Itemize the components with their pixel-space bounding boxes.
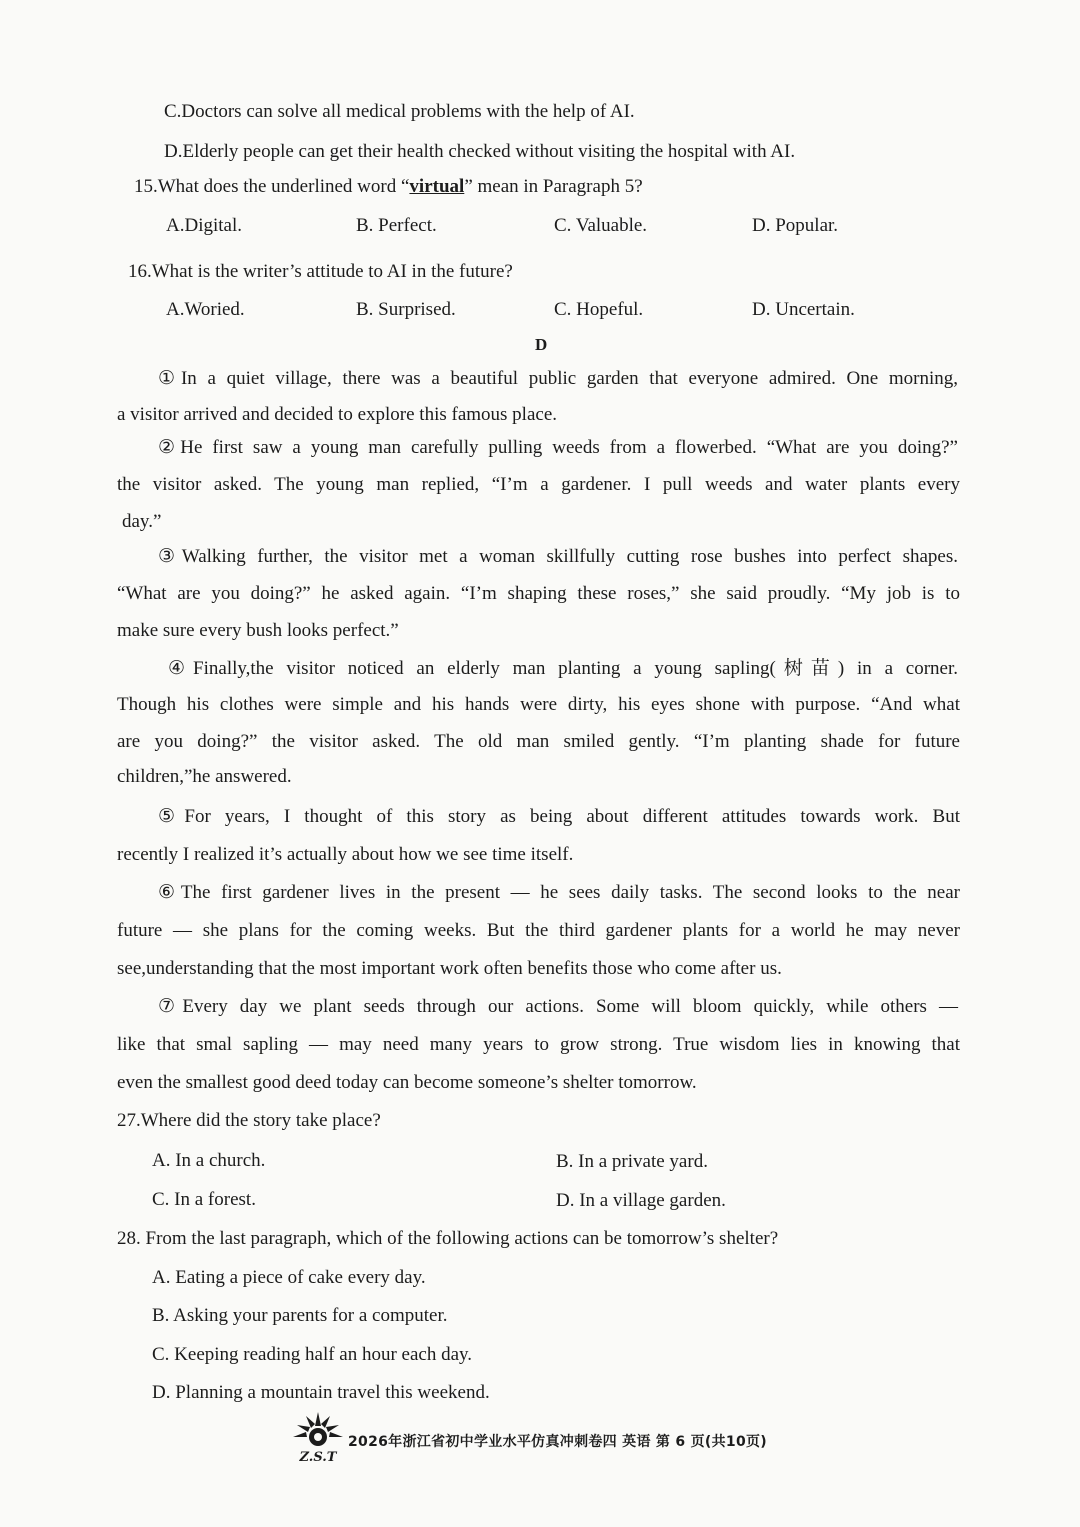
q27-option-d: D. In a village garden. <box>556 1190 726 1211</box>
paragraph-line: see,understanding that the most important work often benefits those who come after us. <box>117 958 782 979</box>
paragraph-line: ⑦Every day we plant seeds through our actions. Some will bloom quickly, while others — <box>158 996 958 1017</box>
paragraph-line: day.” <box>122 511 162 532</box>
paragraph-line: ①In a quiet village, there was a beautiful public garden that everyone admired. One morning, <box>158 368 958 389</box>
q15-option-d: D. Popular. <box>752 215 839 236</box>
q15-option-a: A.Digital. <box>166 215 242 236</box>
q16-stem: 16.What is the writer’s attitude to AI in the future? <box>128 261 513 282</box>
paragraph-line: recently I realized it’s actually about how we see time itself. <box>117 844 574 865</box>
paragraph-line: Though his clothes were simple and his hands were dirty, his eyes shone with purpose. “And what <box>117 694 960 715</box>
q16-option-c: C. Hopeful. <box>554 299 644 320</box>
q16-option-a: A.Woried. <box>166 299 245 320</box>
q15-stem-before: 15.What does the underlined word “ <box>134 176 410 197</box>
q16-option-d: D. Uncertain. <box>752 299 855 320</box>
paragraph-line: make sure every bush looks perfect.” <box>117 620 399 641</box>
paragraph-line: ④Finally,the visitor noticed an elderly man planting a young sapling(树苗) in a corner. <box>168 658 958 679</box>
q27-stem: 27.Where did the story take place? <box>117 1110 381 1131</box>
logo-text: Z.S.T <box>299 1450 337 1465</box>
paragraph-line: even the smallest good deed today can become someone’s shelter tomorrow. <box>117 1072 697 1093</box>
paragraph-line: children,”he answered. <box>117 766 292 787</box>
paragraph-line: like that smal sapling — may need many years to grow strong. True wisdom lies in knowing that <box>117 1034 960 1055</box>
q15-stem <box>134 175 643 199</box>
paragraph-line: ③Walking further, the visitor met a woman skillfully cutting rose bushes into perfect shapes. <box>158 546 958 567</box>
q28-option-a: A. Eating a piece of cake every day. <box>152 1267 426 1288</box>
paragraph-line: ⑥The first gardener lives in the present — he sees daily tasks. The second looks to the near <box>158 882 960 903</box>
paragraph-line: the visitor asked. The young man replied, “I’m a gardener. I pull weeds and water plants every <box>117 474 960 495</box>
page-footer <box>290 1410 767 1466</box>
q15-underlined-word: virtual <box>409 176 465 197</box>
q27-option-a: A. In a church. <box>152 1150 266 1171</box>
paragraph-line: a visitor arrived and decided to explore this famous place. <box>117 404 558 425</box>
q28-option-b: B. Asking your parents for a computer. <box>152 1305 448 1326</box>
paragraph-line: are you doing?” the visitor asked. The old man smiled gently. “I’m planting shade for future <box>117 731 960 752</box>
q27-option-b: B. In a private yard. <box>556 1151 708 1172</box>
q15-option-b: B. Perfect. <box>356 215 437 236</box>
paragraph-line: future — she plans for the coming weeks. But the third gardener plants for a world he may never <box>117 920 960 941</box>
paragraph-line: ②He first saw a young man carefully pulling weeds from a flowerbed. “What are you doing?” <box>158 437 958 458</box>
q14-option-c: C.Doctors can solve all medical problems with the help of AI. <box>164 101 635 122</box>
footer-text: 2026年浙江省初中学业水平仿真冲刺卷四 英语 第 6 页(共10页) <box>348 1434 767 1450</box>
paragraph-line: “What are you doing?” he asked again. “I’m shaping these roses,” she said proudly. “My job is to <box>117 583 960 604</box>
q16-option-b: B. Surprised. <box>356 299 456 320</box>
q14-option-d: D.Elderly people can get their health checked without visiting the hospital with AI. <box>164 141 796 162</box>
sunburst-logo-icon <box>290 1410 346 1466</box>
publisher-logo <box>290 1410 346 1466</box>
q28-option-c: C. Keeping reading half an hour each day. <box>152 1344 473 1365</box>
passage-title: D <box>535 335 548 354</box>
q27-option-c: C. In a forest. <box>152 1189 256 1210</box>
q15-option-c: C. Valuable. <box>554 215 648 236</box>
q28-stem: 28. From the last paragraph, which of the following actions can be tomorrow’s shelter? <box>117 1228 779 1249</box>
paragraph-line: ⑤For years, I thought of this story as being about different attitudes towards work. But <box>158 806 960 827</box>
q15-stem-after: ” mean in Paragraph 5? <box>464 176 643 197</box>
q28-option-d: D. Planning a mountain travel this weekend. <box>152 1382 490 1403</box>
